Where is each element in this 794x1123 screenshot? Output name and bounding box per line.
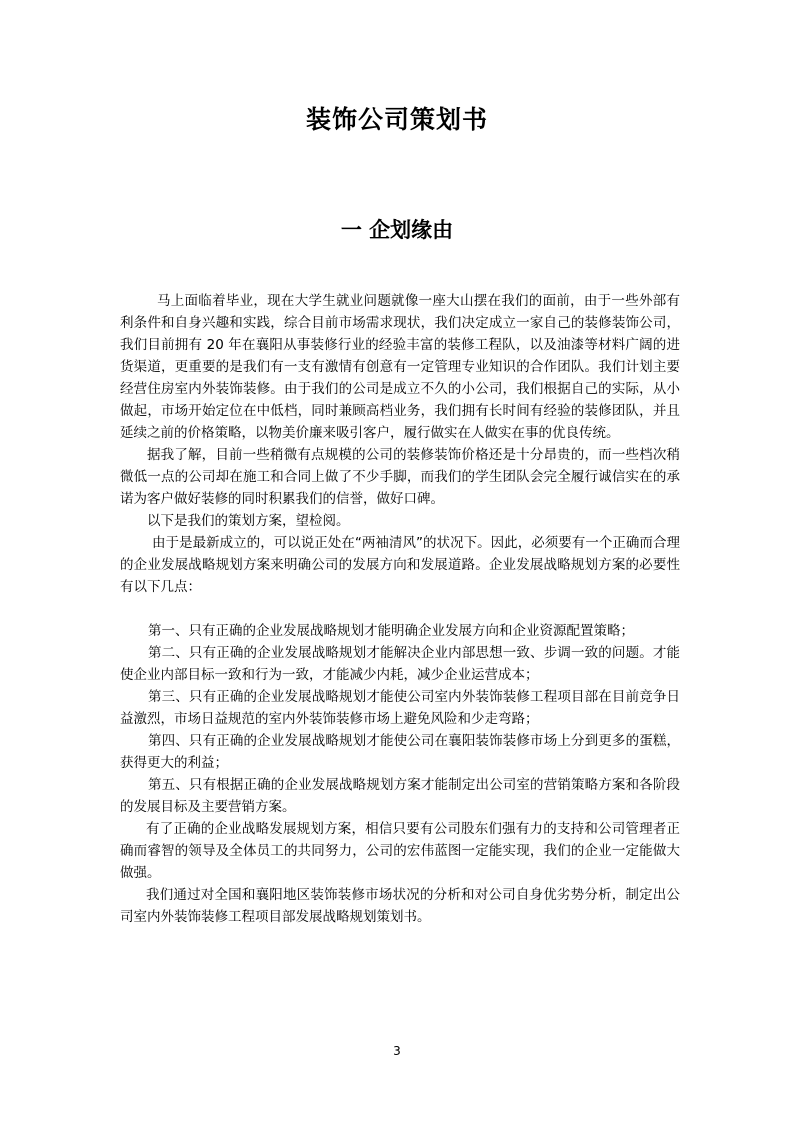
list-item-third: 第三、只有正确的企业发展战略规划才能使公司室内外装饰装修工程项目部在目前竞争日益激烈，市场日益规范的室内外装饰装修市场上避免风险和少走弯路； <box>120 689 680 727</box>
paragraph-intro: 马上面临着毕业，现在大学生就业问题就像一座大山摆在我们的面前，由于一些外部有利条件和自身兴趣和实践，综合目前市场需求现状，我们决定成立一家自己的装修装饰公司，我们目前拥有 20 年在襄阳从事装修行业的经验丰富的装修工程队，以及油漆等材料广阔的进货渠道，更重要的是我们有一支有激情有创意有一定管理专业知识的合作团队。我们计划主要经营住房室内外装饰装修。由于我们的公司是成立不久的小公司，我们根据自己的实际，从小做起，市场开始定位在中低档，同时兼顾高档业务，我们拥有长时间有经验的装修团队，并且延续之前的价格策略，以物美价廉来吸引客户，履行做实在人做实在事的优良传统。 <box>120 293 680 441</box>
list-item-second: 第二、只有正确的企业发展战略规划才能解决企业内部思想一致、步调一致的问题。才能使企业内部目标一致和行为一致，才能减少内耗，减少企业运营成本； <box>120 645 680 683</box>
paragraph-conclusion: 有了正确的企业战略发展规划方案，相信只要有公司股东们强有力的支持和公司管理者正确而睿智的领导及全体员工的共同努力，公司的宏伟蓝图一定能实现，我们的企业一定能做大做强。 <box>120 821 680 881</box>
paragraph-spacer <box>120 598 680 620</box>
paragraph-summary: 我们通过对全国和襄阳地区装饰装修市场状况的分析和对公司自身优劣势分析，制定出公司室内外装饰装修工程项目部发展战略规划策划书。 <box>120 887 680 925</box>
paragraph-plan-note: 以下是我们的策划方案，望检阅。 <box>147 513 350 529</box>
list-item-first: 第一、只有正确的企业发展战略规划才能明确企业发展方向和企业资源配置策略； <box>148 623 634 639</box>
page-number: 3 <box>393 1044 401 1058</box>
list-item-fifth: 第五、只有根据正确的企业发展战略规划方案才能制定出公司室的营销策略方案和各阶段的发展目标及主要营销方案。 <box>120 777 680 815</box>
paragraph-market: 据我了解，目前一些稍微有点规模的公司的装修装饰价格还是十分昂贵的，而一些档次稍微低一点的公司却在施工和合同上做了不少手脚，而我们的学生团队会完全履行诚信实在的承诺为客户做好装修的同时积累我们的信誉，做好口碑。 <box>120 447 680 507</box>
list-item-fourth: 第四、只有正确的企业发展战略规划才能使公司在襄阳装饰装修市场上分到更多的蛋糕，获得更大的利益； <box>120 733 680 771</box>
paragraph-strategy-need: 由于是最新成立的，可以说正处在“两袖清风”的状况下。因此，必须要有一个正确而合理的企业发展战略规划方案来明确公司的发展方向和发展道路。企业发展战略规划方案的必要性有以下几点： <box>120 535 680 595</box>
section-title: 一 企划缘由 <box>340 218 454 242</box>
document-body <box>120 290 680 928</box>
document-title: 装饰公司策划书 <box>305 105 488 134</box>
